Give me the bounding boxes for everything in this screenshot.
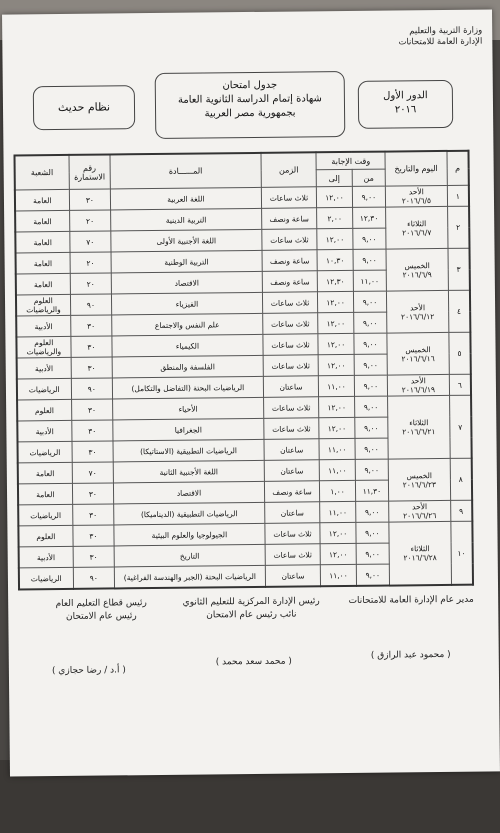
header-branch: الشعبة <box>14 155 68 190</box>
subject: الجيولوجيا والعلوم البيئية <box>114 523 265 546</box>
branch: العامة <box>16 252 70 274</box>
day-number: ٦ <box>449 374 471 395</box>
day-date-cell <box>387 332 449 375</box>
header-form: رقم الاستمارة <box>69 154 111 189</box>
branch: الأدبية <box>16 315 70 337</box>
exam-date: ٢٠١٦/٦/٢٨ <box>403 553 437 563</box>
day-name: الأحد <box>410 302 426 312</box>
start-time: ٩,٠٠ <box>352 186 386 207</box>
start-time: ٩,٠٠ <box>355 459 389 480</box>
signature-title: رئيس الإدارة المركزية للتعليم الثانوي <box>182 596 320 608</box>
day-number: ١٠ <box>451 521 473 585</box>
form-number: ٩٠ <box>73 567 115 589</box>
form-number: ٣٠ <box>72 504 114 525</box>
branch: العلوم والرياضيات <box>16 294 70 316</box>
end-time: ١٢,٠٠ <box>318 312 354 333</box>
start-time: ٩,٠٠ <box>356 522 390 543</box>
end-time: ١٢,٠٠ <box>317 228 353 249</box>
branch: العامة <box>15 210 69 232</box>
day-date-cell <box>389 521 451 585</box>
form-number: ٢٠ <box>70 273 112 294</box>
form-number: ٣٠ <box>73 525 115 546</box>
table-row <box>15 206 469 232</box>
round-box <box>358 80 453 129</box>
branch: العلوم <box>18 525 72 547</box>
subject: الأحياء <box>113 397 264 420</box>
end-time: ٢,٠٠ <box>317 207 353 228</box>
start-time: ٩,٠٠ <box>354 396 388 417</box>
form-number: ٩٠ <box>71 378 113 399</box>
form-number: ٣٠ <box>69 189 111 210</box>
subject: الرياضيات التطبيقية (الاستاتيكا) <box>113 439 264 462</box>
exam-schedule-table <box>13 150 474 591</box>
day-date-cell <box>385 185 447 207</box>
branch: العلوم <box>17 399 71 421</box>
subject: التربية الوطنية <box>111 250 262 273</box>
signature-title: رئيس قطاع التعليم العام <box>55 598 147 610</box>
exam-schedule-paper <box>2 9 500 776</box>
signature-block-exams-director <box>336 594 486 609</box>
branch: الرياضيات <box>17 378 71 400</box>
exam-date: ٢٠١٦/٦/٥ <box>401 196 432 206</box>
day-number: ٧ <box>449 395 471 458</box>
form-number: ٣٠ <box>73 546 115 567</box>
form-number: ٣٠ <box>71 420 113 441</box>
start-time: ١١,٠٠ <box>353 270 387 291</box>
round-year: ٢٠١٦ <box>394 104 417 116</box>
day-number: ٢ <box>447 206 469 248</box>
signature-block-sector-head <box>26 597 176 625</box>
day-number: ٨ <box>450 458 472 500</box>
day-name: الخميس <box>405 344 431 354</box>
day-number: ١ <box>447 185 469 206</box>
subject: الرياضيات البحتة (الجبر والهندسة الفراغية) <box>114 565 265 588</box>
title-box <box>155 71 346 139</box>
branch: العامة <box>15 189 69 211</box>
subject: التربية الدينية <box>111 208 262 231</box>
duration: ساعة ونصف <box>264 481 320 503</box>
duration: ساعة ونصف <box>262 250 318 272</box>
day-number: ٩ <box>450 500 472 521</box>
start-time: ٩,٠٠ <box>356 564 390 586</box>
exam-date: ٢٠١٦/٦/٧ <box>402 227 432 237</box>
title-line-2: شهادة إتمام الدراسة الثانوية العامة <box>177 93 322 106</box>
table-row <box>16 248 470 274</box>
duration: ساعة ونصف <box>261 208 317 230</box>
end-time: ١٢,٣٠ <box>318 270 354 291</box>
system-box <box>33 85 135 130</box>
day-name: الأحد <box>408 187 424 197</box>
table-row <box>18 458 472 484</box>
ministry-header <box>312 26 482 50</box>
subject: علم النفس والاجتماع <box>112 313 263 336</box>
duration: ثلاث ساعات <box>265 544 321 566</box>
table-row <box>16 290 470 316</box>
form-number: ٣٠ <box>72 441 114 462</box>
subject: الفلسفة والمنطق <box>112 355 263 378</box>
end-time: ١١,٠٠ <box>319 375 355 396</box>
branch: العامة <box>18 483 72 505</box>
day-date-cell <box>389 500 451 522</box>
exam-date: ٢٠١٦/٦/٢٣ <box>402 479 437 489</box>
table-row <box>18 521 472 547</box>
table-row <box>17 395 471 421</box>
end-time: ١٢,٠٠ <box>317 186 353 207</box>
branch: الأدبية <box>17 420 71 442</box>
branch: الرياضيات <box>17 441 71 463</box>
branch: العامة <box>16 273 70 295</box>
end-time: ١١,٠٠ <box>320 501 356 522</box>
subject: الرياضيات التطبيقية (الديناميكا) <box>114 502 265 525</box>
branch: الرياضيات <box>18 504 72 526</box>
header-from: من <box>352 169 386 186</box>
end-time: ١٢,٠٠ <box>320 543 356 564</box>
branch: العامة <box>15 231 69 253</box>
start-time: ٩,٠٠ <box>353 312 387 333</box>
form-number: ٣٠ <box>70 315 112 336</box>
day-name: الثلاثاء <box>409 418 429 428</box>
duration: ساعتان <box>264 502 320 524</box>
subject: اللغة العربية <box>110 187 261 210</box>
start-time: ٩,٠٠ <box>354 354 388 375</box>
header-answer-time: وقت الإجابة <box>316 152 385 170</box>
exam-date: ٢٠١٦/٦/٩ <box>402 269 432 279</box>
subject: الفيزياء <box>112 292 263 315</box>
day-date-cell <box>387 374 449 396</box>
subject: الاقتصاد <box>114 481 265 504</box>
subject: اللغة الأجنبية الثانية <box>113 460 264 483</box>
header-date: اليوم والتاريخ <box>385 151 447 186</box>
day-number: ٥ <box>449 332 471 374</box>
form-number: ٧٠ <box>72 462 114 483</box>
title-line-3: بجمهورية مصر العربية <box>204 107 296 120</box>
header-subject: المــــــادة <box>110 153 261 189</box>
day-name: الثلاثاء <box>410 544 430 554</box>
day-date-cell <box>388 395 450 459</box>
duration: ثلاث ساعات <box>262 292 318 314</box>
signatory-name: ( محمد سعد محمد ) <box>215 656 292 668</box>
day-name: الخميس <box>404 260 430 270</box>
day-date-cell <box>386 248 448 291</box>
duration: ثلاث ساعات <box>263 355 319 377</box>
day-name: الأحد <box>410 376 426 386</box>
branch: الرياضيات <box>19 567 73 589</box>
form-number: ٢٠ <box>69 210 111 231</box>
duration: ساعتان <box>265 565 321 587</box>
exam-date: ٢٠١٦/٦/١٦ <box>401 353 435 363</box>
end-time: ١٢,٠٠ <box>318 291 354 312</box>
branch: الأدبية <box>19 546 73 568</box>
signature-block-secondary-head <box>176 595 326 623</box>
duration: ساعة ونصف <box>262 271 318 293</box>
start-time: ٩,٠٠ <box>355 438 389 459</box>
header-no: م <box>447 151 469 186</box>
day-number: ٤ <box>448 290 470 332</box>
duration: ساعتان <box>264 439 320 461</box>
duration: ثلاث ساعات <box>263 397 319 419</box>
round-label: الدور الأول <box>383 90 428 102</box>
exam-date: ٢٠١٦/٦/١٢ <box>400 311 435 321</box>
signature-title: مدير عام الإدارة العامة للامتحانات <box>348 594 474 606</box>
end-time: ١٢,٠٠ <box>319 417 355 438</box>
subject: اللغة الأجنبية الأولى <box>111 229 262 252</box>
signatory-name: ( محمود عبد الرازق ) <box>370 649 451 661</box>
schedule-body <box>15 185 473 589</box>
form-number: ٧٠ <box>69 231 111 252</box>
header-duration: الزمن <box>261 152 317 187</box>
day-number: ٣ <box>448 248 470 290</box>
title-line-1: جدول امتحان <box>222 79 278 92</box>
start-time: ١١,٣٠ <box>355 480 389 501</box>
day-name: الخميس <box>406 470 433 480</box>
signature-subtitle: رئيس عام الامتحان <box>65 611 137 622</box>
form-number: ٣٠ <box>71 336 113 357</box>
end-time: ١٠,٣٠ <box>317 249 353 270</box>
duration: ثلاث ساعات <box>261 187 317 209</box>
form-number: ٢٠ <box>70 252 112 273</box>
start-time: ٩,٠٠ <box>353 249 387 270</box>
signatory-name: ( أ.د / رضا حجازي ) <box>51 665 126 677</box>
start-time: ٩,٠٠ <box>353 291 387 312</box>
start-time: ٩,٠٠ <box>354 417 388 438</box>
duration: ثلاث ساعات <box>263 334 319 356</box>
end-time: ١٢,٠٠ <box>319 396 355 417</box>
day-date-cell <box>388 458 450 501</box>
day-name: الأحد <box>412 502 428 512</box>
end-time: ١٢,٠٠ <box>318 333 354 354</box>
subject: الاقتصاد <box>111 271 262 294</box>
subject: الرياضيات البحتة (التفاضل والتكامل) <box>112 376 263 399</box>
end-time: ١١,٠٠ <box>319 438 355 459</box>
branch: العلوم والرياضيات <box>16 336 70 358</box>
start-time: ٩,٠٠ <box>354 375 388 396</box>
day-name: الثلاثاء <box>407 218 427 228</box>
signature-subtitle: نائب رئيس عام الامتحان <box>206 609 297 621</box>
header-to: إلى <box>317 169 353 186</box>
start-time: ٩,٠٠ <box>356 543 390 564</box>
subject: الجغرافيا <box>113 418 264 441</box>
exam-date: ٢٠١٦/٦/١٩ <box>401 385 436 395</box>
table-row <box>16 332 470 358</box>
start-time: ٩,٠٠ <box>353 228 387 249</box>
start-time: ١٢,٣٠ <box>352 207 386 228</box>
form-number: ٣٠ <box>72 483 114 504</box>
day-date-cell <box>387 290 449 333</box>
duration: ساعتان <box>263 376 319 398</box>
start-time: ٩,٠٠ <box>354 333 388 354</box>
system-label: نظام حديث <box>57 100 111 115</box>
duration: ثلاث ساعات <box>262 229 318 251</box>
day-date-cell <box>386 206 448 249</box>
ministry-line-2: الإدارة العامة للامتحانات <box>398 36 483 48</box>
exam-date: ٢٠١٦/٦/٢٦ <box>403 511 437 521</box>
duration: ثلاث ساعات <box>264 418 320 440</box>
branch: الأدبية <box>17 357 71 379</box>
branch: العامة <box>18 462 72 484</box>
start-time: ٩,٠٠ <box>355 501 389 522</box>
end-time: ١٢,٠٠ <box>320 522 356 543</box>
duration: ثلاث ساعات <box>265 523 321 545</box>
end-time: ١١,٠٠ <box>321 564 357 586</box>
exam-date: ٢٠١٦/٦/٢١ <box>402 427 436 437</box>
end-time: ١١,٠٠ <box>320 459 356 480</box>
form-number: ٩٠ <box>70 294 112 315</box>
subject: التاريخ <box>114 544 265 567</box>
duration: ثلاث ساعات <box>262 313 318 335</box>
form-number: ٣٠ <box>71 399 113 420</box>
end-time: ١٢,٠٠ <box>318 354 354 375</box>
form-number: ٣٠ <box>71 357 113 378</box>
duration: ساعتان <box>264 460 320 482</box>
end-time: ١,٠٠ <box>320 480 356 501</box>
subject: الكيمياء <box>112 334 263 357</box>
ministry-line-1: وزارة التربية والتعليم <box>409 25 483 37</box>
